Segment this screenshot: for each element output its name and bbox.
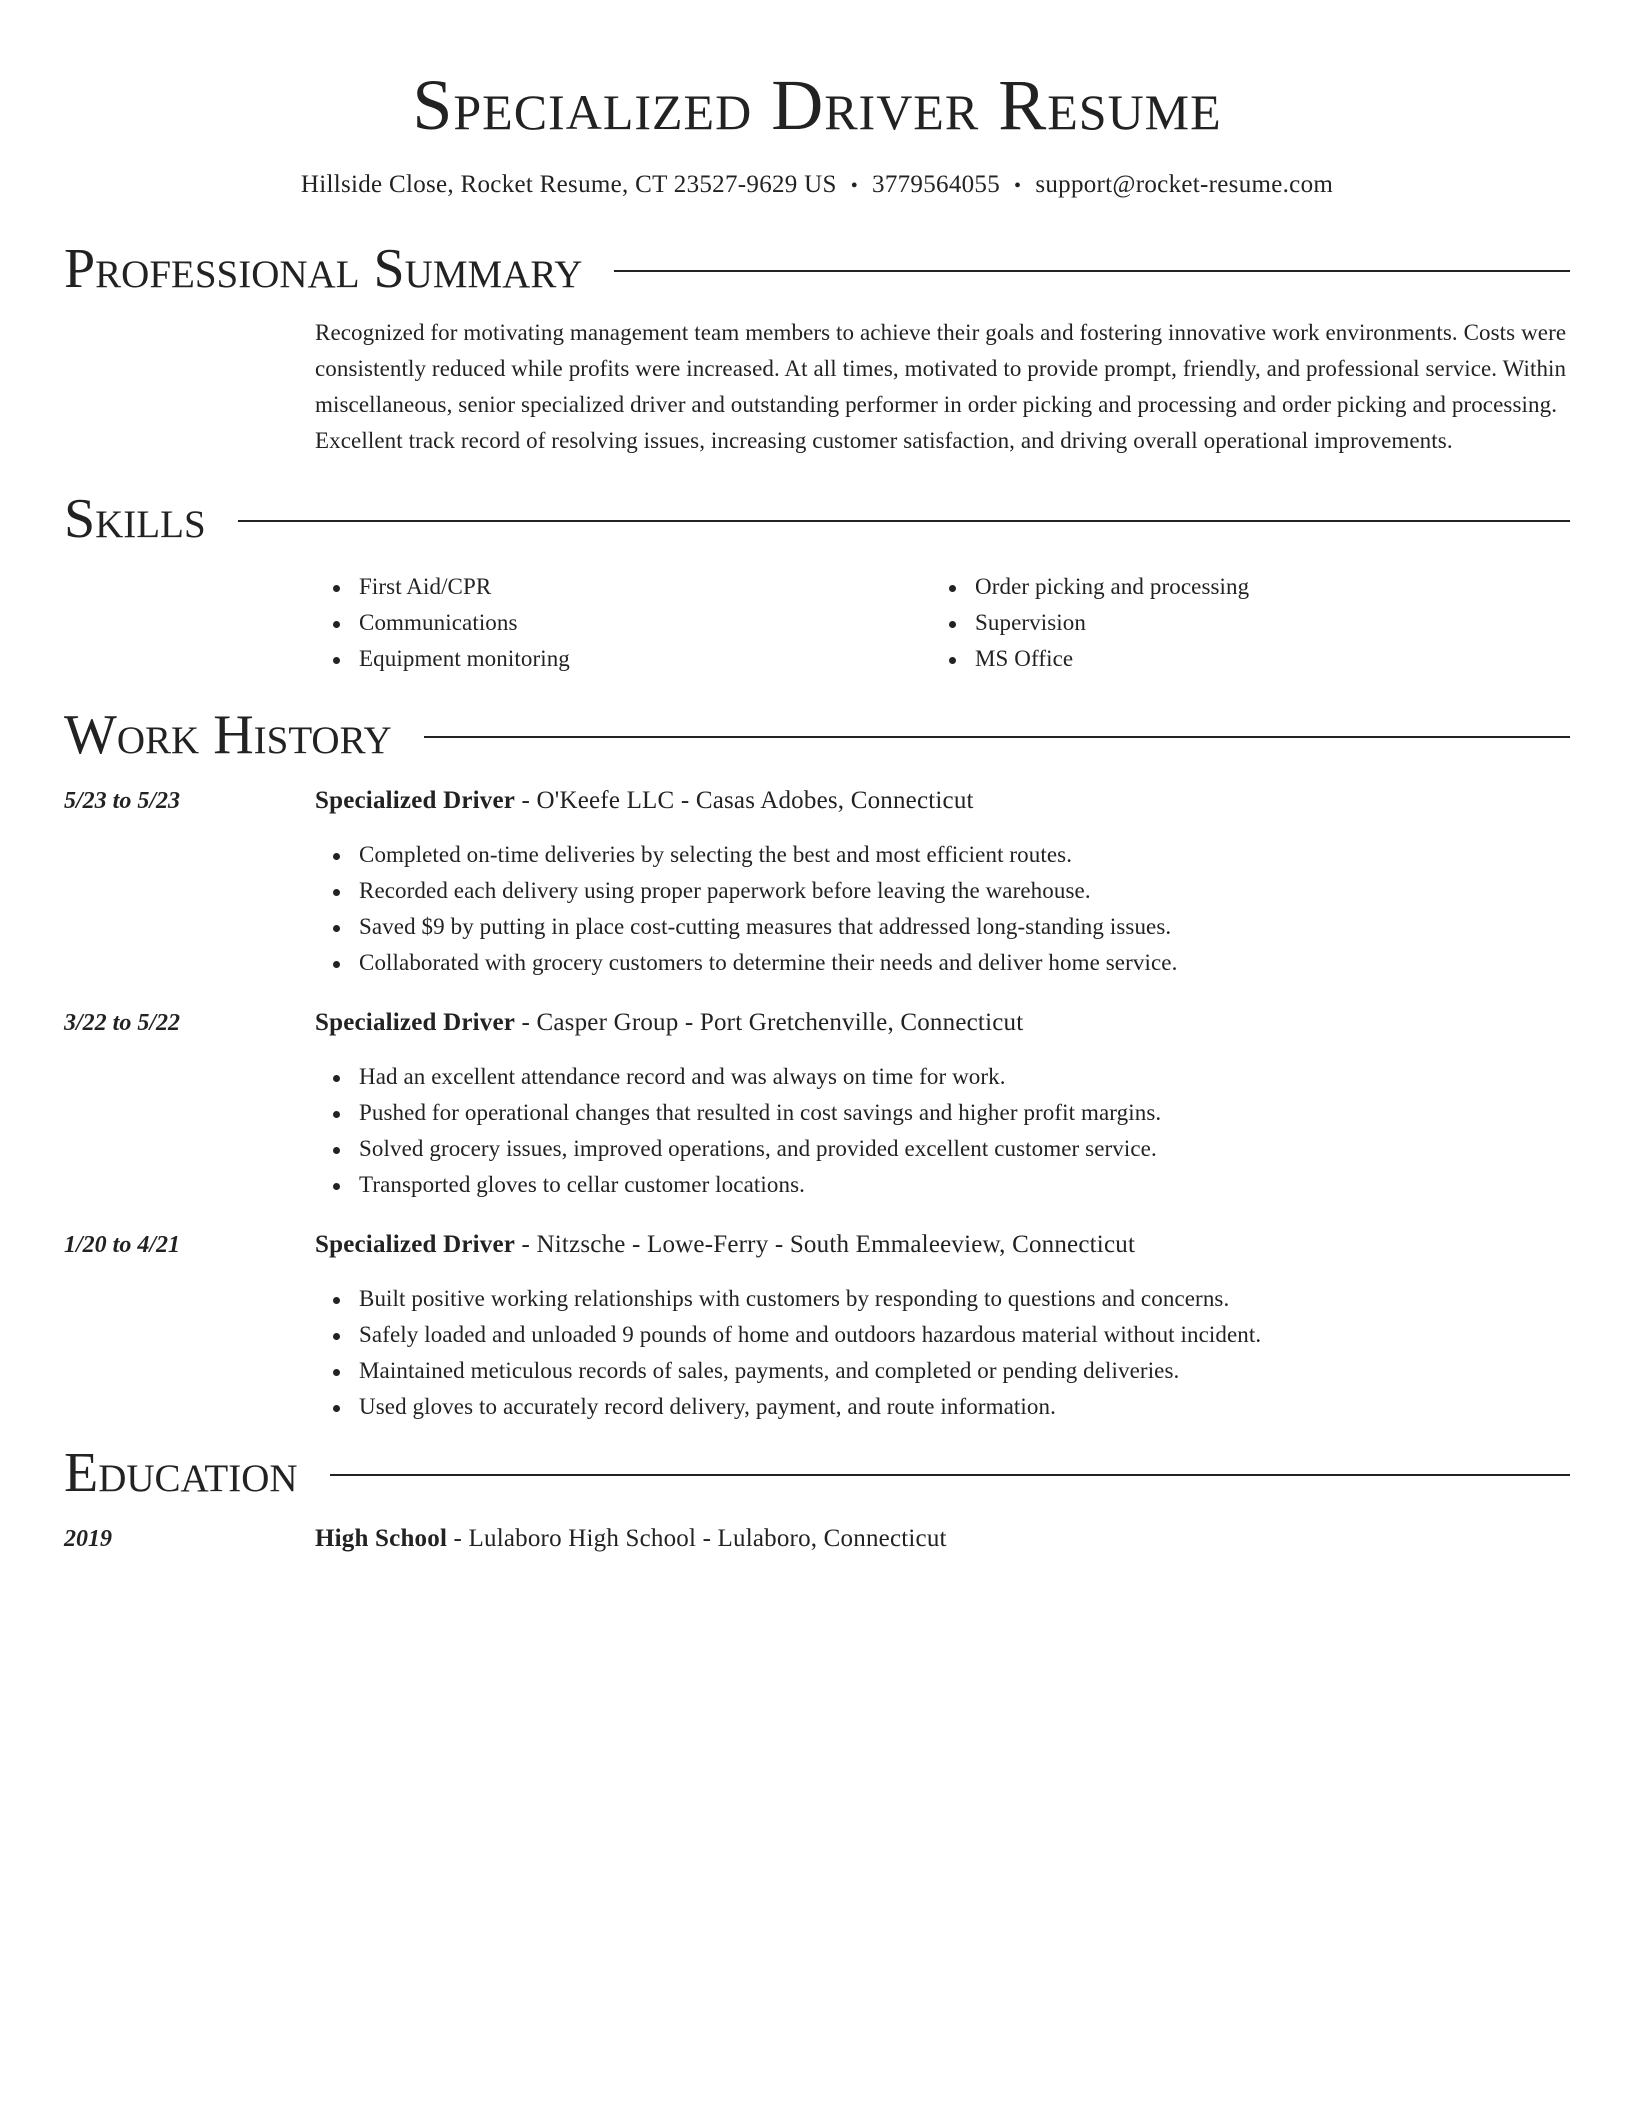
skills-heading: Skills (64, 488, 206, 550)
section-divider (238, 520, 1570, 522)
phone: 3779564055 (872, 171, 1001, 198)
section-divider (330, 1474, 1570, 1476)
list-item: Recorded each delivery using proper paperwork before leaving the warehouse. (359, 873, 1570, 909)
job-details: - Nitzsche - Lowe-Ferry - South Emmaleeview, Connecticut (515, 1231, 1136, 1258)
summary-heading: Professional Summary (64, 238, 583, 300)
list-item: Solved grocery issues, improved operations, and provided excellent customer service. (359, 1131, 1570, 1167)
contact-line (64, 168, 1570, 203)
resume-page (64, 0, 1570, 1557)
skill-item: Equipment monitoring (359, 641, 931, 677)
skill-item: Supervision (975, 605, 1547, 641)
work-bullets (315, 1281, 1570, 1425)
list-item: Had an excellent attendance record and was always on time for work. (359, 1059, 1570, 1095)
list-item: Collaborated with grocery customers to determine their needs and deliver home service. (359, 945, 1570, 981)
education-section-header (64, 1441, 1570, 1505)
work-dates: 1/20 to 4/21 (64, 1232, 181, 1258)
separator-dot: • (850, 175, 859, 197)
address: Hillside Close, Rocket Resume, CT 23527-9629 US (300, 171, 837, 198)
skill-item: Communications (359, 605, 931, 641)
work-heading: Work History (64, 704, 392, 766)
work-entry (64, 1005, 1570, 1203)
resume-title: Specialized Driver Resume (412, 65, 1222, 145)
list-item: Completed on-time deliveries by selecting the best and most efficient routes. (359, 837, 1570, 873)
work-bullets (315, 837, 1570, 981)
work-bullets (315, 1059, 1570, 1203)
work-dates: 5/23 to 5/23 (64, 788, 181, 814)
skills-list (315, 569, 1570, 677)
work-entry (64, 1227, 1570, 1425)
work-section-header (64, 703, 1570, 767)
skill-item: Order picking and processing (975, 569, 1547, 605)
work-title (315, 1227, 1570, 1263)
list-item: Saved $9 by putting in place cost-cutting measures that addressed long-standing issues. (359, 909, 1570, 945)
education-title (315, 1521, 1570, 1557)
job-role: Specialized Driver (315, 1231, 516, 1258)
list-item: Maintained meticulous records of sales, payments, and completed or pending deliveries. (359, 1353, 1570, 1389)
work-dates: 3/22 to 5/22 (64, 1010, 181, 1036)
section-divider (424, 736, 1570, 738)
summary-text: Recognized for motivating management team members to achieve their goals and fostering innovative work environments. Costs were consistently reduced while profits were increased. At all times, motivated to provide prompt, friendly, and professional service. Within miscellaneous, senior specialized driver and outstanding performer in order picking and processing and order picking and processing. Excellent track record of resolving issues, increasing customer satisfaction, and driving overall operational improvements. (315, 320, 1567, 453)
work-title (315, 783, 1570, 819)
work-entry (64, 783, 1570, 981)
skill-item: First Aid/CPR (359, 569, 931, 605)
education-heading: Education (64, 1442, 298, 1504)
skills-column-left (315, 569, 931, 677)
separator-dot: • (1014, 175, 1022, 197)
school-details: - Lulaboro High School - Lulaboro, Connecticut (447, 1525, 947, 1552)
job-details: - O'Keefe LLC - Casas Adobes, Connecticut (515, 787, 974, 814)
skill-item: MS Office (975, 641, 1547, 677)
section-divider (614, 270, 1570, 272)
list-item: Used gloves to accurately record delivery, payment, and route information. (359, 1389, 1570, 1425)
degree: High School (315, 1525, 448, 1552)
job-details: - Casper Group - Port Gretchenville, Connecticut (515, 1009, 1024, 1036)
email: support@rocket-resume.com (1035, 171, 1334, 198)
list-item: Pushed for operational changes that resulted in cost savings and higher profit margins. (359, 1095, 1570, 1131)
education-entry (64, 1521, 1570, 1557)
list-item: Built positive working relationships with customers by responding to questions and concerns. (359, 1281, 1570, 1317)
work-title (315, 1005, 1570, 1041)
job-role: Specialized Driver (315, 1009, 516, 1036)
skills-column-right (931, 569, 1547, 677)
list-item: Transported gloves to cellar customer locations. (359, 1167, 1570, 1203)
education-year: 2019 (64, 1526, 112, 1552)
job-role: Specialized Driver (315, 787, 516, 814)
list-item: Safely loaded and unloaded 9 pounds of home and outdoors hazardous material without incident. (359, 1317, 1570, 1353)
skills-section-header (64, 487, 1570, 551)
summary-section-header (64, 237, 1570, 301)
